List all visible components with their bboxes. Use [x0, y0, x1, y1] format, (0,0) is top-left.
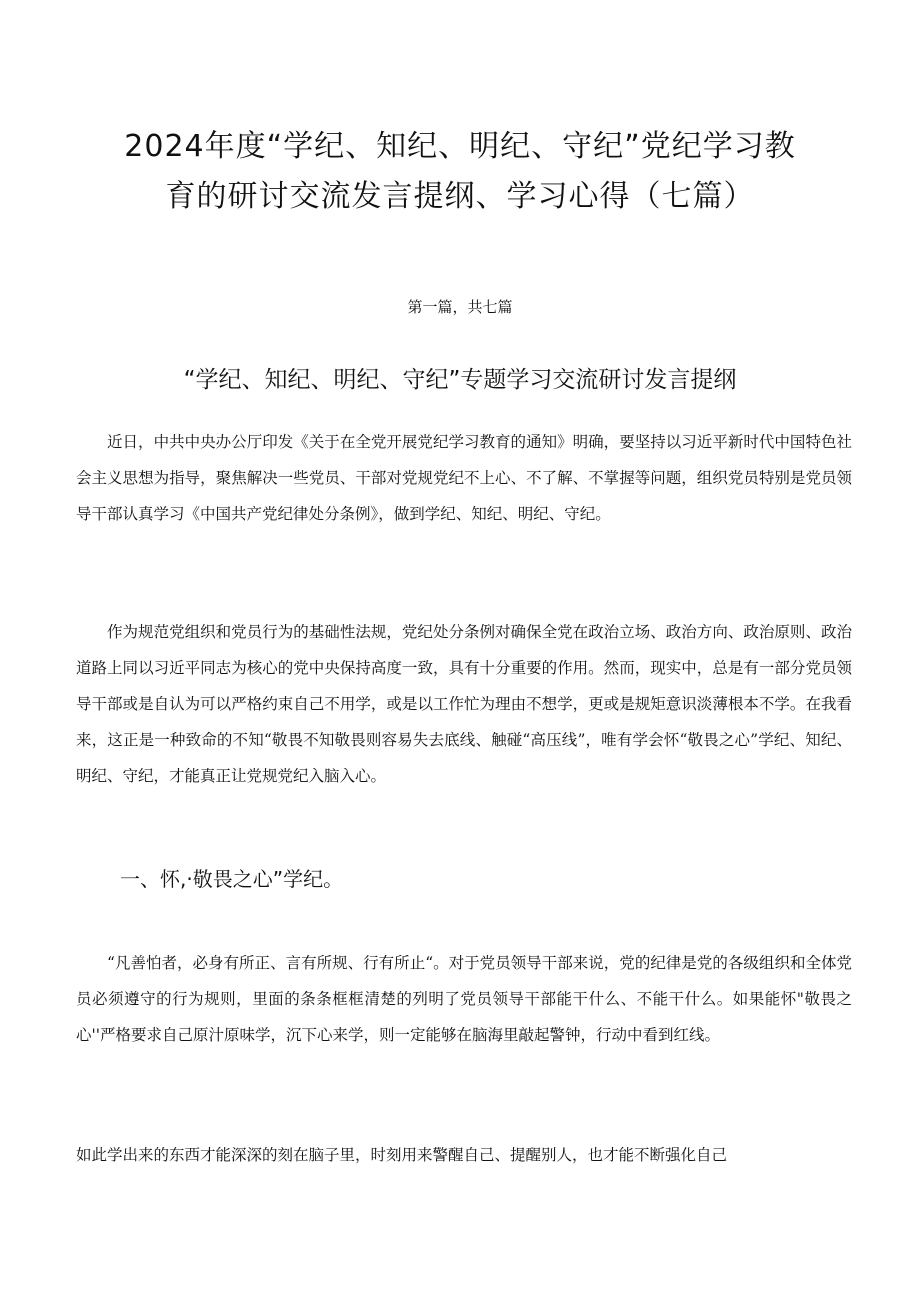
paragraph-4: 如此学出来的东西才能深深的刻在脑子里，时刻用来警醒自己、提醒别人，也才能不断强化自己	[76, 1146, 728, 1164]
paragraph-1: 近日，中共中央办公厅印发《关于在全党开展党纪学习教育的通知》明确，要坚持以习近平新时代中国特色社会主义思想为指导，聚焦解决一些党员、干部对党规党纪不上心、不了解、不掌握等问题，组织党员特别是党员领导干部认真学习《中国共产党纪律处分条例》，做到学纪、知纪、明纪、守纪。	[76, 433, 852, 523]
document-title-line-2: 育的研讨交流发言提纲、学习心得（七篇）	[165, 179, 755, 214]
paragraph-2: 作为规范党组织和党员行为的基础性法规，党纪处分条例对确保全党在政治立场、政治方向、政治原则、政治道路上同以习近平同志为核心的党中央保持高度一致，具有十分重要的作用。然而，现实中，总是有一部分党员领导干部或是自认为可以严格约束自己不用学，或是以工作忙为理由不想学，更或是规矩意识淡薄根本不学。在我看来，这正是一种致命的不知“敬畏不知敬畏则容易失去底线、触碰“高压线”，唯有学会怀“敬畏之心”学纪、知纪、明纪、守纪，才能真正让党规党纪入脑入心。	[76, 623, 852, 785]
sub-heading: 一、怀,·敬畏之心”学纪。	[120, 867, 344, 891]
document-title	[70, 122, 850, 222]
section-title: “学纪、知纪、明纪、守纪”专题学习交流研讨发言提纲	[183, 367, 737, 393]
part-label: 第一篇，共七篇	[407, 298, 513, 316]
document-title-line-1: 2024年度“学纪、知纪、明纪、守纪”党纪学习教	[124, 129, 796, 164]
paragraph-3: “凡善怕者，必身有所正、言有所规、行有所止“。对于党员领导干部来说，党的纪律是党的各级组织和全体党员必须遵守的行为规则，里面的条条框框清楚的列明了党员领导干部能干什么、不能干什么。如果能怀"敬畏之心''严格要求自己原汁原味学，沉下心来学，则一定能够在脑海里敲起警钟，行动中看到红线。	[76, 954, 852, 1044]
